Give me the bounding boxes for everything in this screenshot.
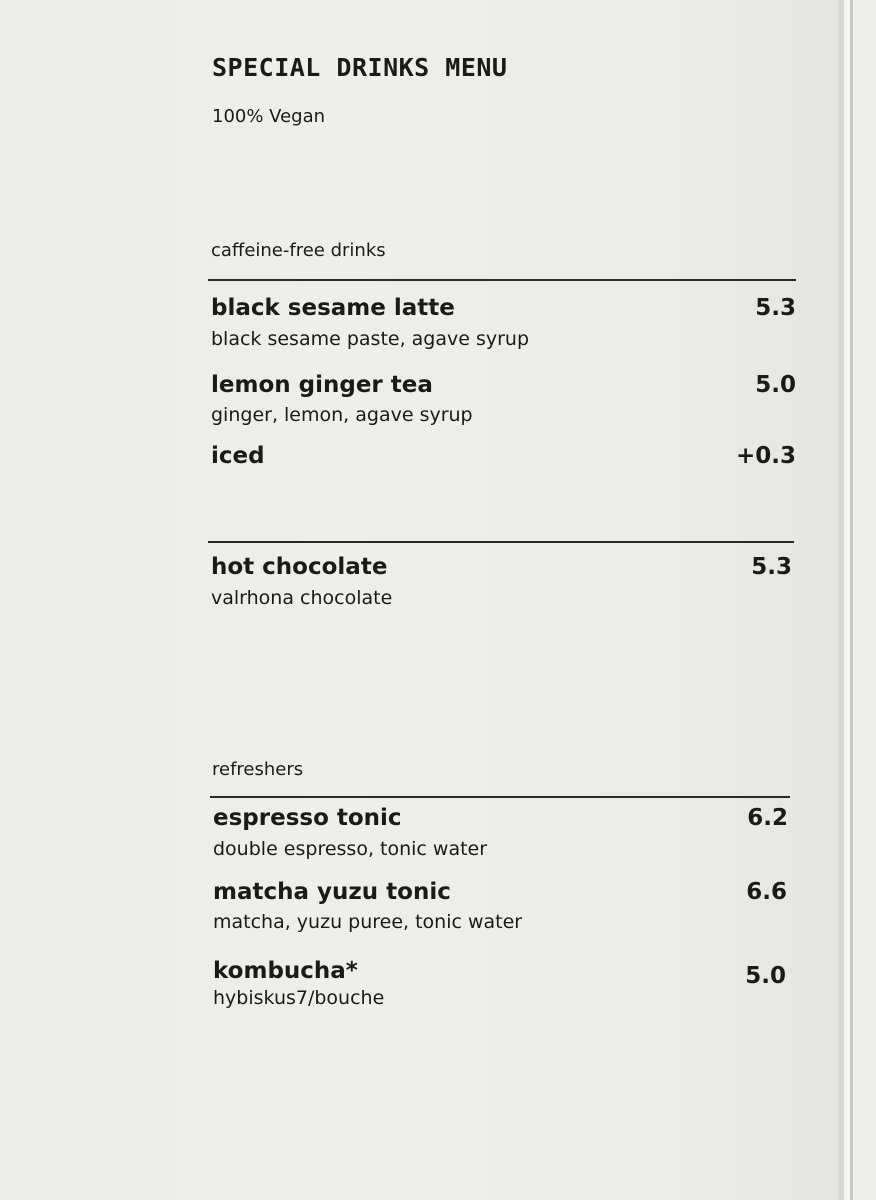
item-price: 5.0 (745, 963, 786, 989)
item-name: matcha yuzu tonic (213, 879, 451, 905)
item-description: ginger, lemon, agave syrup (211, 404, 473, 426)
section-divider (208, 279, 796, 281)
item-description: valrhona chocolate (211, 587, 393, 609)
item-divider (208, 541, 794, 543)
section-label-refreshers: refreshers (212, 759, 304, 780)
menu-subtitle: 100% Vegan (212, 106, 326, 127)
item-description: matcha, yuzu puree, tonic water (213, 911, 523, 933)
section-divider (210, 796, 790, 798)
menu-cover-edge (853, 0, 876, 1200)
item-name: iced (211, 443, 265, 469)
item-description: black sesame paste, agave syrup (211, 328, 530, 350)
item-price: 5.0 (755, 372, 796, 398)
item-name: hot chocolate (211, 554, 388, 580)
item-price: +0.3 (735, 443, 796, 469)
menu-title: SPECIAL DRINKS MENU (212, 53, 508, 82)
item-price: 5.3 (751, 554, 792, 580)
item-name: black sesame latte (211, 295, 455, 321)
item-name: lemon ginger tea (211, 372, 433, 398)
item-price: 6.6 (746, 879, 787, 905)
section-label-caffeine-free: caffeine-free drinks (211, 240, 386, 261)
item-description: double espresso, tonic water (213, 838, 488, 860)
item-name: kombucha* (213, 958, 358, 984)
item-name: espresso tonic (213, 805, 402, 831)
item-price: 5.3 (755, 295, 796, 321)
item-description: hybiskus7/bouche (213, 987, 385, 1009)
item-price: 6.2 (747, 805, 788, 831)
